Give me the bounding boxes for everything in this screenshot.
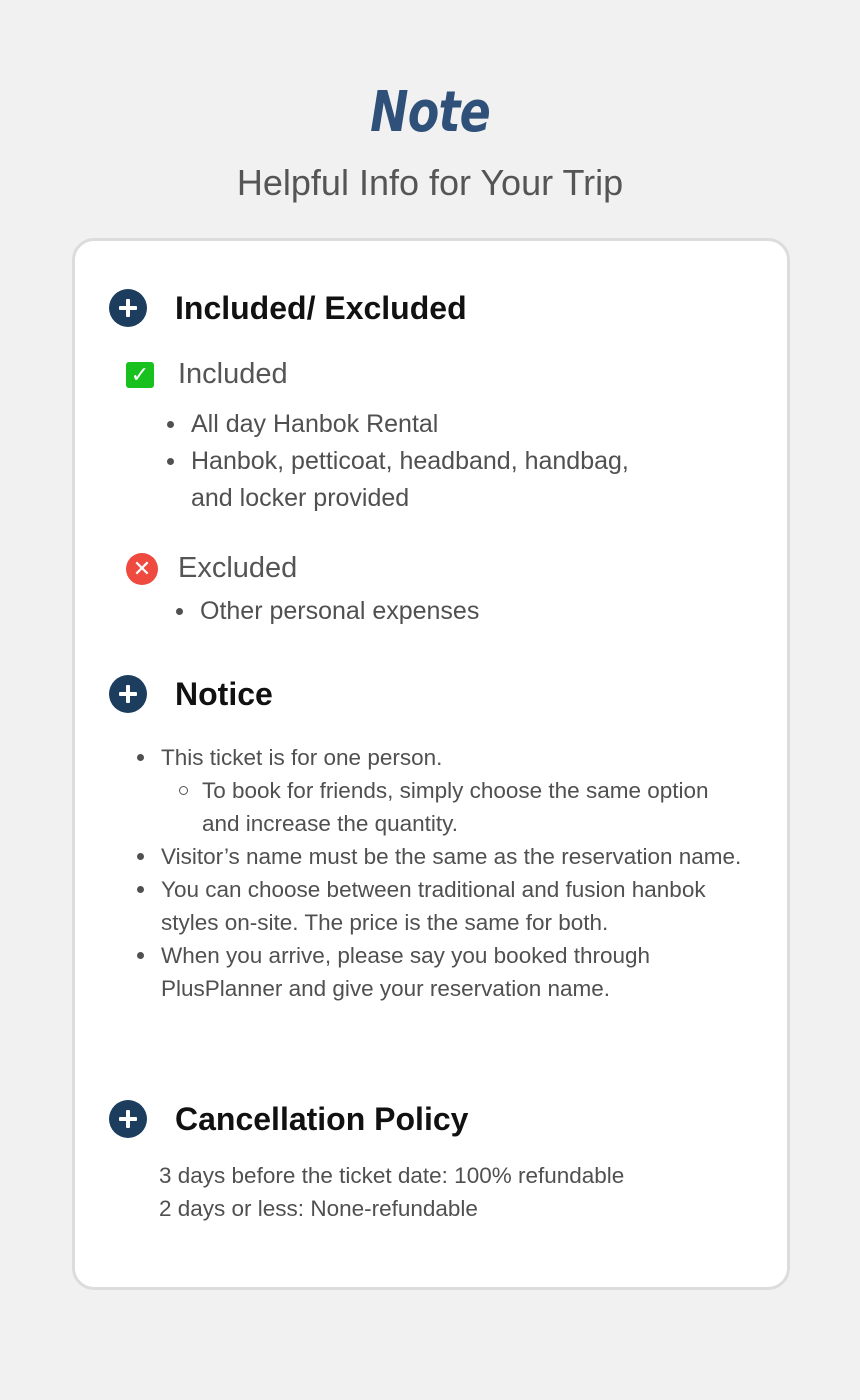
checkbox-checked-icon: ✓ — [126, 362, 154, 388]
section-included-excluded-header — [109, 288, 467, 328]
section-title: Cancellation Policy — [175, 1100, 469, 1137]
policy-line: 2 days or less: None-refundable — [159, 1196, 478, 1221]
section-notice-header — [109, 674, 273, 714]
excluded-list — [200, 593, 700, 630]
page-title: Note — [370, 80, 490, 145]
x-circle-icon: ✕ — [126, 553, 158, 585]
section-title: Notice — [175, 675, 273, 712]
section-cancellation-header — [109, 1099, 468, 1139]
list-item: This ticket is for one person. — [161, 741, 751, 774]
cancellation-policy-text — [159, 1159, 624, 1225]
excluded-header — [126, 552, 297, 585]
info-card — [72, 238, 790, 1290]
included-label: Included — [178, 358, 288, 390]
excluded-label: Excluded — [178, 552, 298, 584]
notice-list — [161, 741, 751, 1005]
list-item: You can choose between traditional and fusion hanbok styles on-site. The price is the same for both. — [161, 873, 751, 939]
policy-line: 3 days before the ticket date: 100% refundable — [159, 1163, 625, 1188]
list-item: When you arrive, please say you booked through PlusPlanner and give your reservation name. — [161, 939, 751, 1005]
list-item: Hanbok, petticoat, headband, handbag, and locker provided — [191, 443, 671, 517]
list-item: All day Hanbok Rental — [191, 406, 671, 443]
included-list — [191, 406, 671, 517]
plus-circle-icon — [109, 1100, 147, 1138]
section-title: Included/ Excluded — [175, 289, 467, 326]
plus-circle-icon — [109, 675, 147, 713]
list-item: Other personal expenses — [200, 593, 700, 630]
page-subtitle: Helpful Info for Your Trip — [236, 162, 624, 203]
included-header — [126, 358, 288, 391]
list-subitem: To book for friends, simply choose the same option and increase the quantity. — [202, 774, 751, 840]
plus-circle-icon — [109, 289, 147, 327]
list-item: Visitor’s name must be the same as the reservation name. — [161, 840, 751, 873]
